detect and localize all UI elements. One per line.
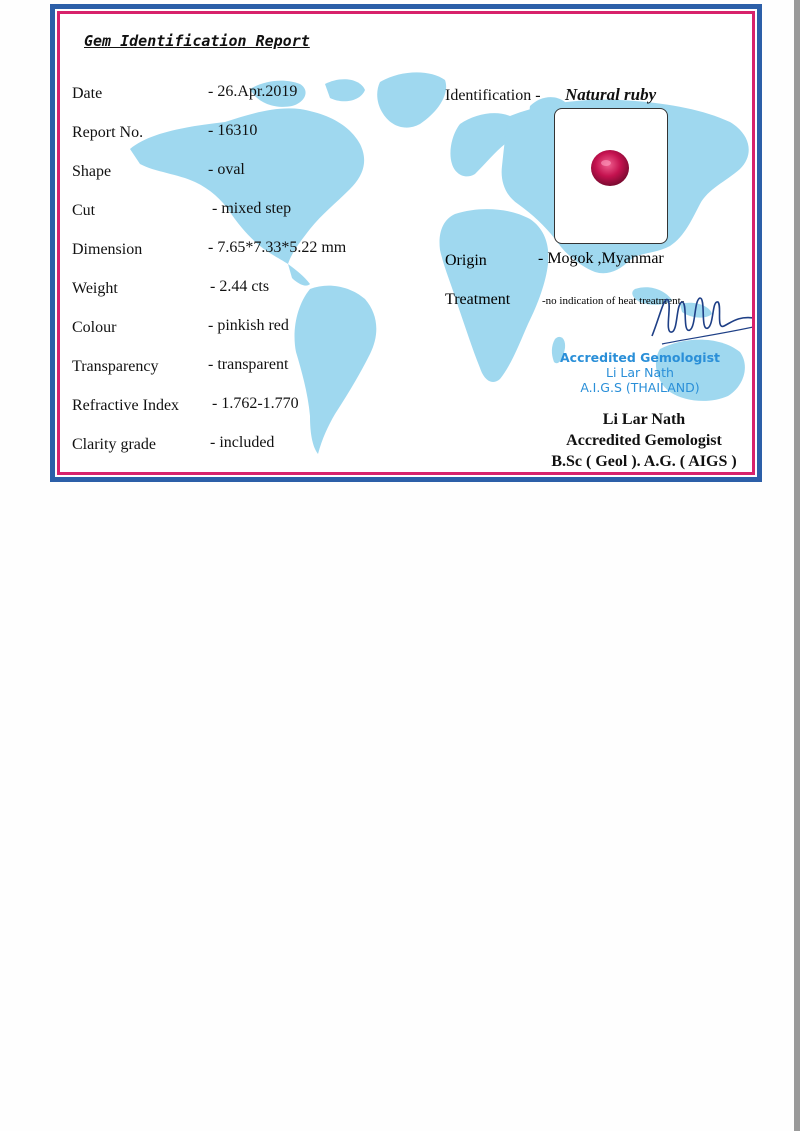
field-label-report-no: Report No. (72, 124, 144, 141)
gem-photo-frame (554, 108, 668, 244)
stamp-line-title: Accredited Gemologist (560, 350, 720, 365)
field-value-colour: - pinkish red (208, 317, 289, 334)
field-label-cut: Cut (72, 202, 96, 219)
field-label-refractive-index: Refractive Index (72, 397, 180, 414)
certificate-card (50, 4, 762, 482)
field-value-report-no: - 16310 (208, 122, 258, 139)
field-label-weight: Weight (72, 280, 118, 297)
field-label-colour: Colour (72, 319, 117, 336)
handwritten-signature (642, 286, 755, 356)
signatory-credentials: B.Sc ( Geol ). A.G. ( AIGS ) (551, 453, 737, 470)
field-label-transparency: Transparency (72, 358, 159, 375)
page-edge (794, 0, 800, 1131)
treatment-value: -no indication of heat treatment- (542, 295, 685, 307)
stamp-line-org: A.I.G.S (THAILAND) (580, 380, 700, 395)
signatory-title: Accredited Gemologist (566, 432, 722, 449)
field-value-refractive-index: - 1.762-1.770 (212, 395, 299, 412)
field-label-shape: Shape (72, 163, 112, 180)
treatment-label: Treatment (445, 291, 511, 308)
report-title: Gem Identification Report (84, 32, 310, 50)
field-value-date: - 26.Apr.2019 (208, 83, 298, 100)
certificate-inner-frame (57, 11, 755, 475)
signatory-name: Li Lar Nath (602, 411, 686, 428)
field-value-weight: - 2.44 cts (210, 278, 270, 295)
field-value-transparency: - transparent (208, 356, 289, 373)
identification-label: Identification - (445, 87, 541, 104)
field-value-clarity-grade: - included (210, 434, 275, 451)
origin-value: - Mogok ,Myanmar (538, 250, 664, 267)
origin-label: Origin (445, 252, 487, 269)
field-value-shape: - oval (208, 161, 245, 178)
field-label-clarity-grade: Clarity grade (72, 436, 156, 453)
ruby-gem-image (589, 147, 631, 189)
field-label-date: Date (72, 85, 103, 102)
field-value-dimension: - 7.65*7.33*5.22 mm (208, 239, 347, 256)
signatory-block (530, 409, 755, 472)
identification-value: Natural ruby (565, 85, 657, 104)
accreditation-stamp (545, 350, 735, 395)
field-value-cut: - mixed step (212, 200, 292, 217)
stamp-line-name: Li Lar Nath (606, 365, 674, 380)
field-label-dimension: Dimension (72, 241, 143, 258)
